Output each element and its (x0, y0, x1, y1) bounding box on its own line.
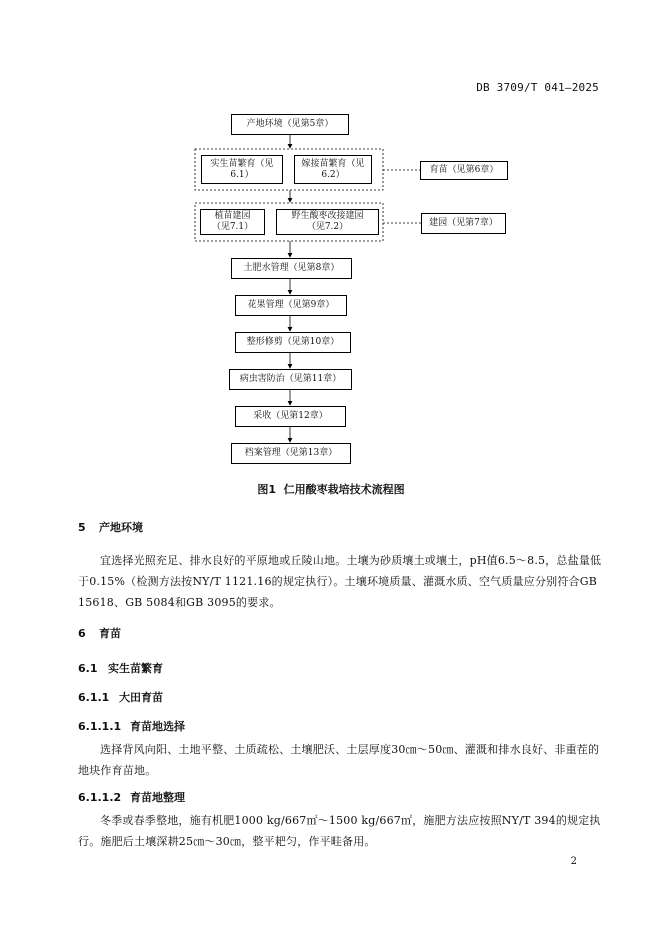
flow-step-soil-fertilizer-water: 土肥水管理（见第8章） (231, 258, 352, 279)
section-number: 5 (78, 521, 86, 534)
flow-step-estab-wild: 野生酸枣改接建园 （见7.2） (276, 209, 379, 235)
flow-step-estab-plant: 植苗建园 （见7.1） (200, 209, 265, 235)
section-number: 6.1.1.2 (78, 791, 122, 804)
section-6-1-1-heading (78, 689, 163, 705)
section-number: 6.1.1 (78, 691, 110, 704)
section-title: 大田育苗 (119, 691, 163, 704)
flow-step-flower-fruit: 花果管理（见第9章） (235, 295, 347, 316)
flow-step-pest-control: 病虫害防治（见第11章） (229, 369, 352, 390)
section-6-1-1-2-paragraph: 冬季或春季整地，施有机肥1000 kg/667㎡～1500 kg/667㎡，施肥方法应按照NY/T 394的规定执行。施肥后土壤深耕25㎝～30㎝，整平耙匀，作平畦备用。 (78, 814, 601, 848)
flow-step-seedling-graft: 嫁接苗繁育（见 6.2） (294, 155, 372, 184)
section-6-1-1-2-heading (78, 789, 185, 805)
flow-step-seedling-sexual: 实生苗繁育（见 6.1） (201, 155, 283, 184)
section-5-paragraph: 宜选择光照充足、排水良好的平原地或丘陵山地。土壤为砂质壤土或壤土，pH值6.5～8.5，总盐量低于0.15%（检测方法按NY/T 1121.16的规定执行）。土壤环境质量、灌溉水质、空气质量应分别符合GB 15618、GB 5084和GB 3095的要求。 (78, 554, 602, 609)
section-6-1-1-1-heading (78, 718, 185, 734)
section-6-1-heading (78, 660, 163, 676)
document-code: DB 3709/T 041—2025 (476, 81, 599, 94)
section-6-heading (78, 625, 121, 641)
section-6-1-1-1-paragraph: 选择背风向阳、土地平整、土质疏松、土壤肥沃、土层厚度30㎝～50㎝、灌溉和排水良好、非重茬的地块作育苗地。 (78, 743, 600, 777)
section-title: 实生苗繁育 (108, 662, 163, 675)
flow-step-pruning: 整形修剪（见第10章） (235, 332, 351, 353)
section-number: 6.1.1.1 (78, 720, 122, 733)
section-title: 产地环境 (99, 521, 143, 534)
flow-step-origin: 产地环境（见第5章） (231, 114, 349, 135)
figure-label: 图1 (257, 483, 276, 496)
section-number: 6 (78, 627, 86, 640)
section-title: 育苗地选择 (130, 720, 185, 733)
flow-step-harvest: 采收（见第12章） (235, 406, 346, 427)
flow-note-seedling: 育苗（见第6章） (420, 161, 508, 180)
section-5-heading (78, 519, 143, 535)
flow-note-establishment: 建园（见第7章） (421, 213, 506, 234)
figure-title: 仁用酸枣栽培技术流程图 (283, 483, 405, 496)
figure-caption (0, 481, 662, 497)
section-title: 育苗地整理 (130, 791, 185, 804)
section-title: 育苗 (99, 627, 121, 640)
flow-step-records: 档案管理（见第13章） (231, 443, 351, 464)
page-number: 2 (570, 856, 577, 867)
section-number: 6.1 (78, 662, 98, 675)
